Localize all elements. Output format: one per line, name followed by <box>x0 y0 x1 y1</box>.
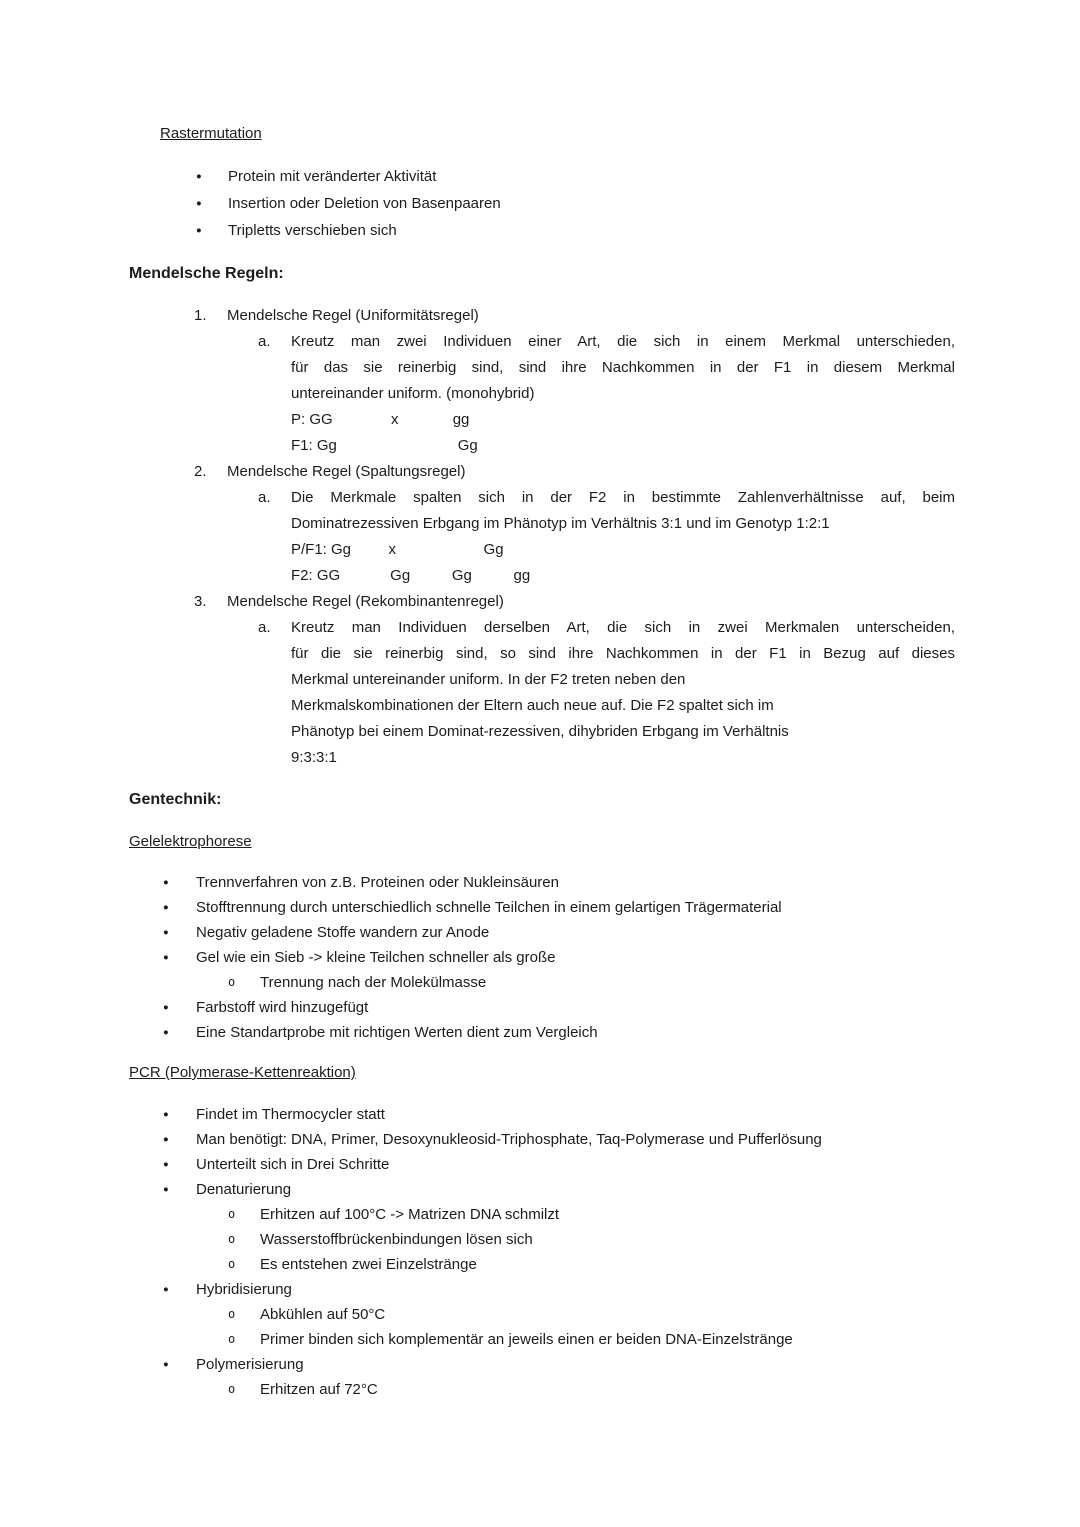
lettered-item <box>0 615 1080 771</box>
rule-title: Mendelsche Regel (Spaltungsregel) <box>227 463 466 480</box>
disc-bullet-icon: ● <box>163 1284 169 1295</box>
sub-bullet-item <box>0 1377 1080 1402</box>
numbered-item <box>0 589 1080 615</box>
disc-bullet-icon: ● <box>163 1184 169 1195</box>
sub-bullet-item-text: Abkühlen auf 50°C <box>260 1306 386 1323</box>
item-letter: a. <box>258 333 271 350</box>
bullet-item <box>0 870 1080 895</box>
cross-scheme-line: P: GG x gg <box>291 411 470 428</box>
item-letter: a. <box>258 619 271 636</box>
paragraph-line: Kreutz man zwei Individuen einer Art, die sich in einem Merkmal unterschieden, <box>291 333 955 350</box>
rule-paragraph <box>291 485 955 589</box>
rastermutation-bullet-list <box>0 163 1080 244</box>
lettered-item <box>0 329 1080 459</box>
rule-title: Mendelsche Regel (Rekombinantenregel) <box>227 593 504 610</box>
item-number: 1. <box>194 307 207 324</box>
disc-bullet-icon: ● <box>163 952 169 963</box>
mendel-rules-list <box>0 303 1080 771</box>
bullet-item-text: Denaturierung <box>196 1181 292 1198</box>
bullet-item <box>0 1102 1080 1127</box>
bullet-item-text: Insertion oder Deletion von Basenpaaren <box>228 195 501 212</box>
bullet-item-text: Tripletts verschieben sich <box>228 222 397 239</box>
cross-scheme-line: P/F1: Gg x Gg <box>291 541 504 558</box>
disc-bullet-icon: ● <box>196 198 202 209</box>
sub-bullet-item-text: Erhitzen auf 100°C -> Matrizen DNA schmilzt <box>260 1206 560 1223</box>
item-letter: a. <box>258 489 271 506</box>
paragraph-line: Merkmal untereinander uniform. In der F2 treten neben den <box>291 671 686 688</box>
paragraph-line: Merkmalskombinationen der Eltern auch neue auf. Die F2 spaltet sich im <box>291 697 774 714</box>
disc-bullet-icon: ● <box>163 1002 169 1013</box>
bullet-item <box>0 945 1080 970</box>
bullet-item-text: Gel wie ein Sieb -> kleine Teilchen schneller als große <box>196 949 556 966</box>
bullet-item <box>0 1277 1080 1302</box>
item-number: 2. <box>194 463 207 480</box>
bullet-item <box>0 1352 1080 1377</box>
sub-bullet-item-text: Es entstehen zwei Einzelstränge <box>260 1256 477 1273</box>
cross-scheme-line: F1: Gg Gg <box>291 437 478 454</box>
sub-bullet-item-text: Trennung nach der Molekülmasse <box>260 974 487 991</box>
bullet-item-text: Negativ geladene Stoffe wandern zur Anode <box>196 924 490 941</box>
sub-bullet-item <box>0 1302 1080 1327</box>
sub-bullet-item-text: Primer binden sich komplementär an jeweils einen er beiden DNA-Einzelstränge <box>260 1331 793 1348</box>
bullet-item <box>0 1020 1080 1045</box>
bullet-item <box>0 920 1080 945</box>
disc-bullet-icon: ● <box>163 1027 169 1038</box>
bullet-item-text: Stofftrennung durch unterschiedlich schnelle Teilchen in einem gelartigen Trägermaterial <box>196 899 782 916</box>
paragraph-line: untereinander uniform. (monohybrid) <box>291 385 535 402</box>
rule-paragraph <box>291 615 955 771</box>
circle-bullet-icon: o <box>228 1332 236 1346</box>
bullet-item-text: Findet im Thermocycler statt <box>196 1106 385 1123</box>
bullet-item-text: Hybridisierung <box>196 1281 292 1298</box>
bullet-item <box>0 1177 1080 1202</box>
circle-bullet-icon: o <box>228 1207 236 1221</box>
paragraph-line: 9:3:3:1 <box>291 749 337 766</box>
heading-rastermutation: Rastermutation <box>160 125 262 142</box>
heading-pcr: PCR (Polymerase-Kettenreaktion) <box>129 1064 356 1081</box>
disc-bullet-icon: ● <box>163 1159 169 1170</box>
pcr-bullet-list <box>0 1102 1080 1402</box>
circle-bullet-icon: o <box>228 1257 236 1271</box>
paragraph-line: Die Merkmale spalten sich in der F2 in bestimmte Zahlenverhältnisse auf, beim <box>291 489 955 506</box>
bullet-item <box>0 1152 1080 1177</box>
bullet-item <box>0 217 1080 244</box>
paragraph-line: Kreutz man Individuen derselben Art, die sich in zwei Merkmalen unterscheiden, <box>291 619 955 636</box>
bullet-item <box>0 163 1080 190</box>
sub-bullet-item <box>0 1252 1080 1277</box>
rule-paragraph <box>291 329 955 459</box>
bullet-item-text: Eine Standartprobe mit richtigen Werten dient zum Vergleich <box>196 1024 598 1041</box>
paragraph-line: Phänotyp bei einem Dominat-rezessiven, dihybriden Erbgang im Verhältnis <box>291 723 789 740</box>
sub-bullet-item <box>0 1327 1080 1352</box>
circle-bullet-icon: o <box>228 1232 236 1246</box>
disc-bullet-icon: ● <box>163 1109 169 1120</box>
circle-bullet-icon: o <box>228 1307 236 1321</box>
sub-bullet-item <box>0 1227 1080 1252</box>
paragraph-line: für das sie reinerbig sind, sind ihre Nachkommen in der F1 in diesem Merkmal <box>291 359 955 376</box>
sub-bullet-item-text: Wasserstoffbrückenbindungen lösen sich <box>260 1231 533 1248</box>
disc-bullet-icon: ● <box>163 1134 169 1145</box>
numbered-item <box>0 303 1080 329</box>
circle-bullet-icon: o <box>228 1382 236 1396</box>
sub-bullet-item-text: Erhitzen auf 72°C <box>260 1381 378 1398</box>
disc-bullet-icon: ● <box>196 225 202 236</box>
bullet-item <box>0 895 1080 920</box>
heading-mendelsche-regeln: Mendelsche Regeln: <box>129 265 284 282</box>
disc-bullet-icon: ● <box>196 171 202 182</box>
bullet-item-text: Unterteilt sich in Drei Schritte <box>196 1156 390 1173</box>
bullet-item <box>0 995 1080 1020</box>
bullet-item-text: Farbstoff wird hinzugefügt <box>196 999 369 1016</box>
lettered-item <box>0 485 1080 589</box>
rule-title: Mendelsche Regel (Uniformitätsregel) <box>227 307 479 324</box>
disc-bullet-icon: ● <box>163 1359 169 1370</box>
sub-bullet-item <box>0 1202 1080 1227</box>
disc-bullet-icon: ● <box>163 927 169 938</box>
gel-bullet-list <box>0 870 1080 1045</box>
bullet-item-text: Polymerisierung <box>196 1356 304 1373</box>
sub-bullet-item <box>0 970 1080 995</box>
cross-scheme-line: F2: GG Gg Gg gg <box>291 567 531 584</box>
disc-bullet-icon: ● <box>163 877 169 888</box>
bullet-item-text: Man benötigt: DNA, Primer, Desoxynukleosid-Triphosphate, Taq-Polymerase und Pufferlösung <box>196 1131 822 1148</box>
circle-bullet-icon: o <box>228 975 236 989</box>
heading-gelelektrophorese: Gelelektrophorese <box>129 833 252 850</box>
numbered-item <box>0 459 1080 485</box>
paragraph-line: Dominatrezessiven Erbgang im Phänotyp im Verhältnis 3:1 und im Genotyp 1:2:1 <box>291 515 830 532</box>
paragraph-line: für die sie reinerbig sind, so sind ihre Nachkommen in der F1 in Bezug auf dieses <box>291 645 955 662</box>
bullet-item-text: Protein mit veränderter Aktivität <box>228 168 437 185</box>
item-number: 3. <box>194 593 207 610</box>
bullet-item <box>0 1127 1080 1152</box>
bullet-item <box>0 190 1080 217</box>
disc-bullet-icon: ● <box>163 902 169 913</box>
bullet-item-text: Trennverfahren von z.B. Proteinen oder Nukleinsäuren <box>196 874 559 891</box>
heading-gentechnik: Gentechnik: <box>129 791 222 808</box>
